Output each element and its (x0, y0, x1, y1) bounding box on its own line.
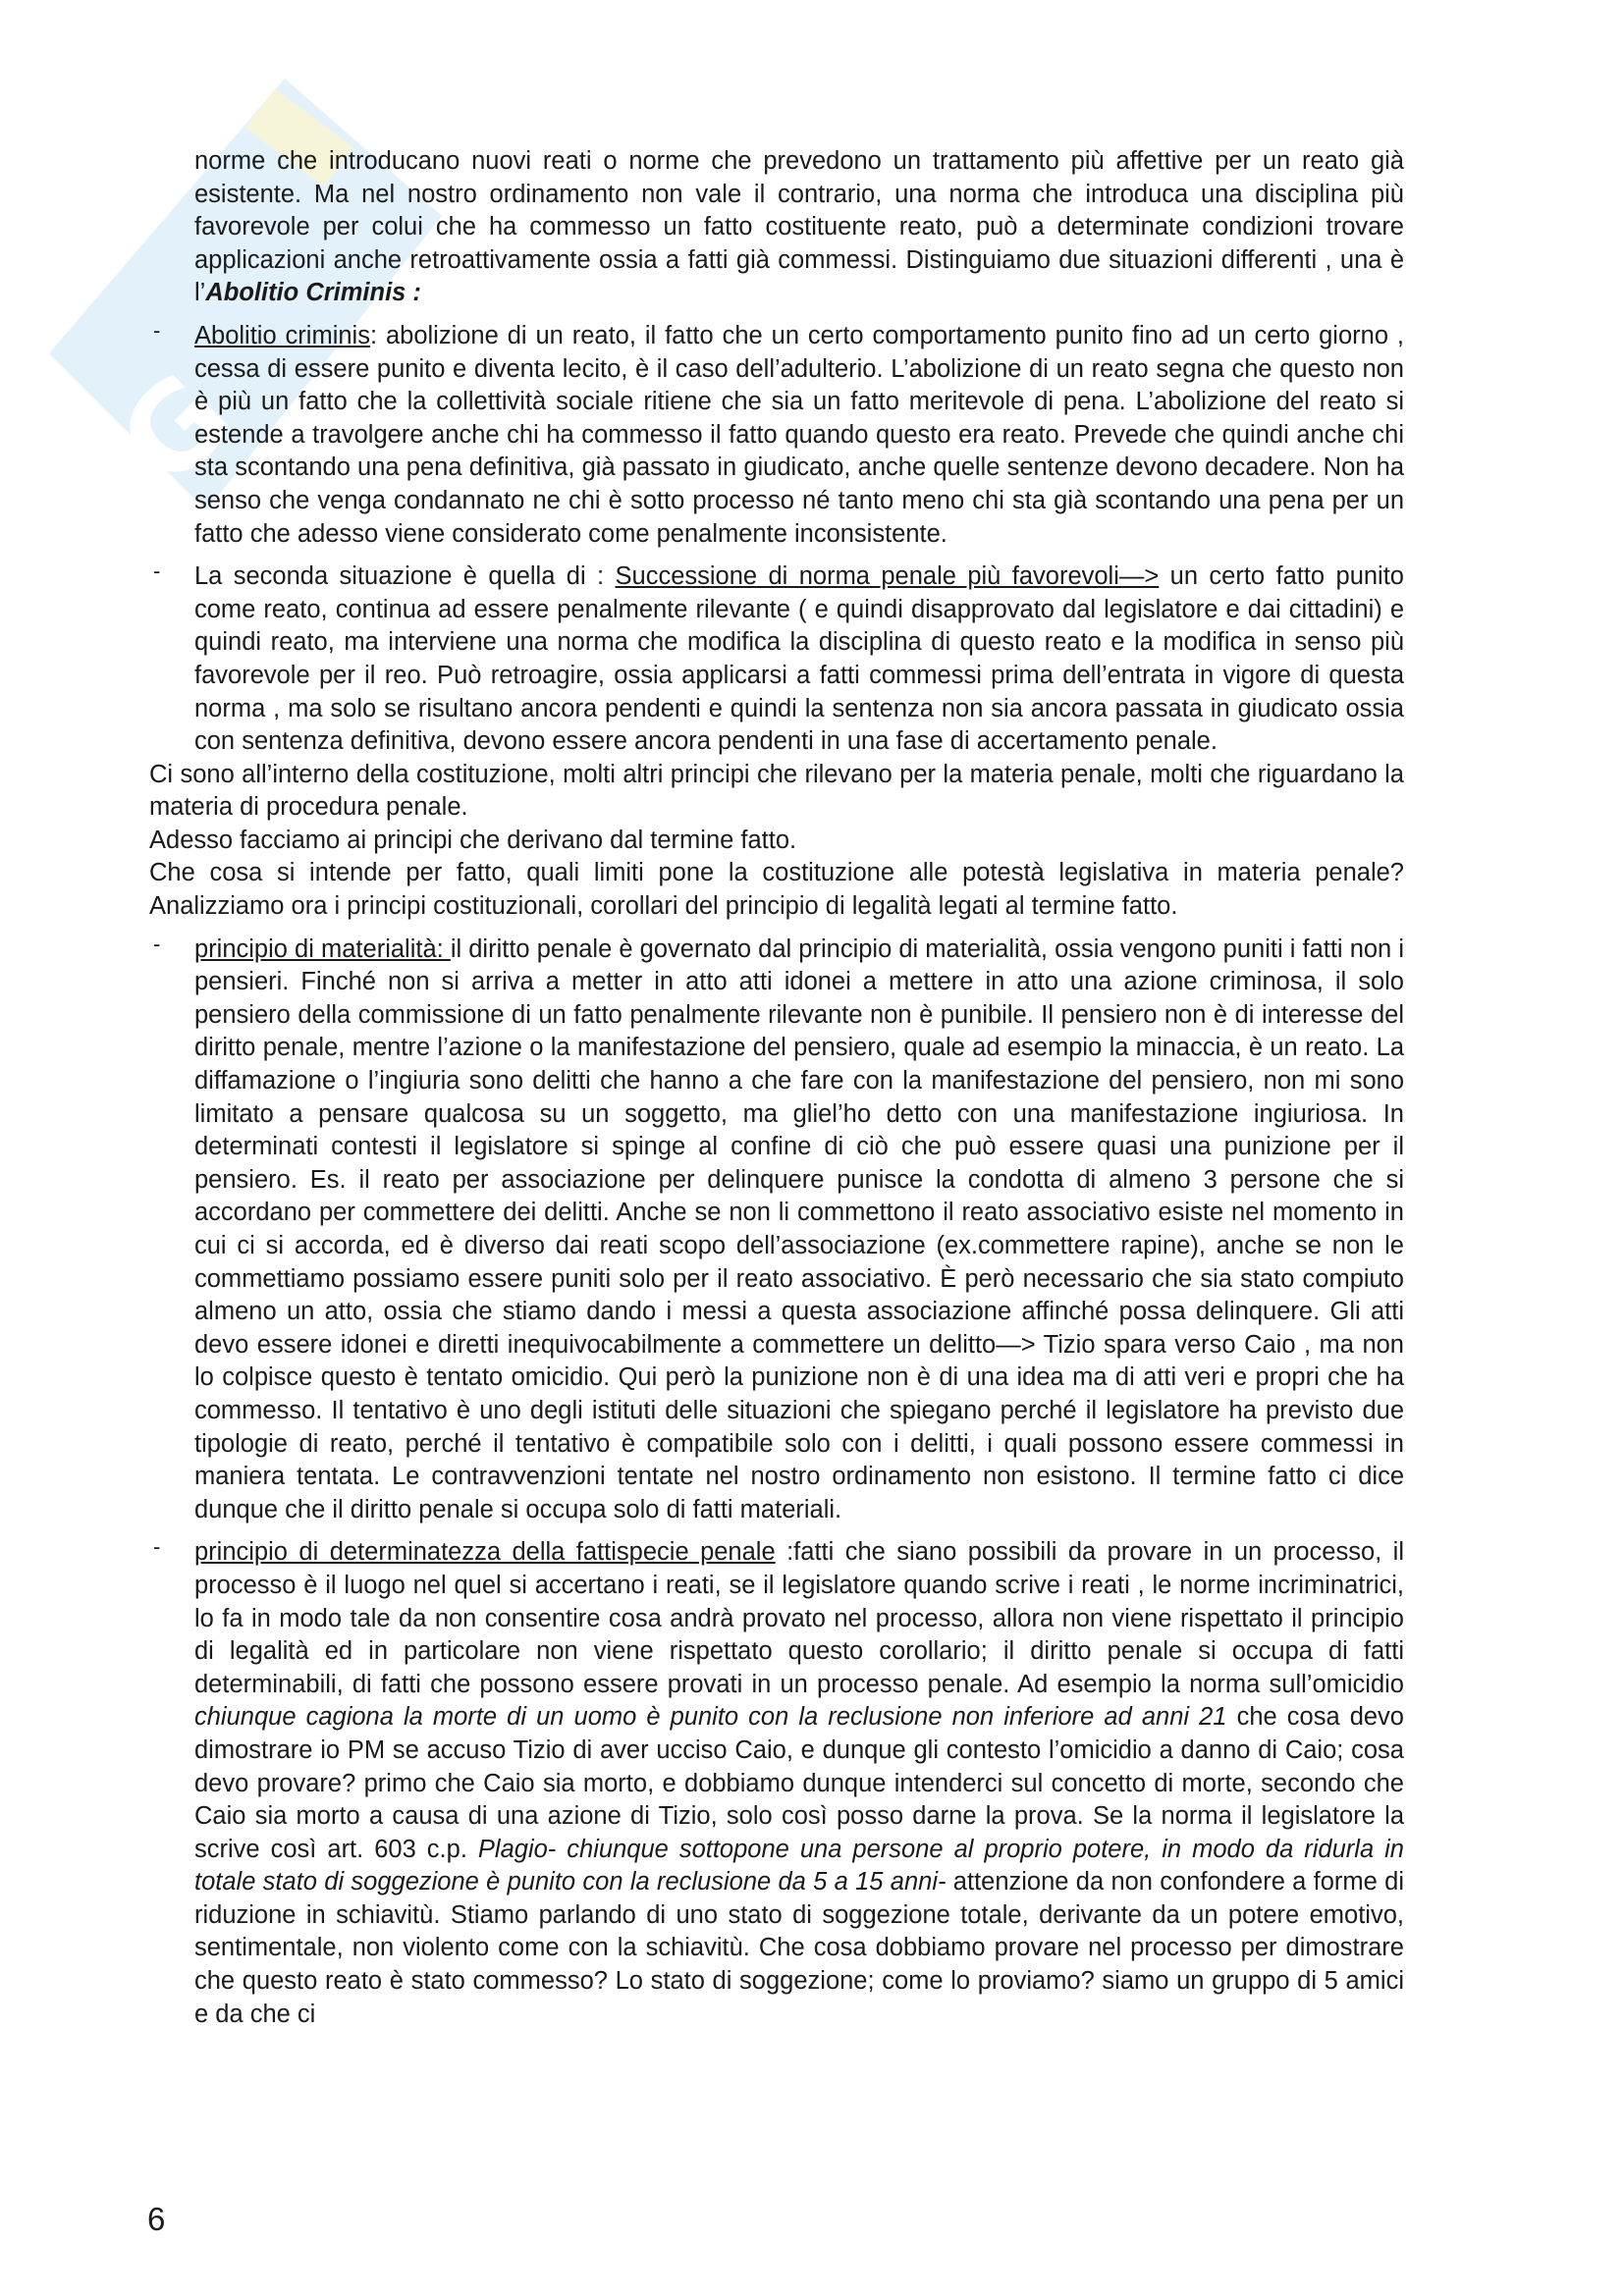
page-number: 6 (147, 2201, 166, 2237)
item-prefix: La seconda situazione è quella di : (194, 562, 616, 591)
svg-text:G: G (93, 347, 259, 512)
item-term: principio di determinatezza della fattispecie penale (194, 1538, 776, 1567)
list-item-determinatezza (149, 1536, 1404, 2031)
paragraph: Adesso facciamo ai principi che derivano dal termine fatto. (149, 826, 797, 854)
quoted-norm: chiunque cagiona la morte di un uomo è punito con la reclusione non inferiore ad anni 21 (194, 1703, 1227, 1732)
intro-term: Abolitio Criminis : (205, 279, 421, 307)
item-text: un certo fatto punito come reato, continua ad essere penalmente rilevante ( e quindi disapprovato dal legislatore e dai cittadini) e quindi reato, ma interviene una norma che modifica la disciplina di questo reato e la modifica in senso più favorevole per il reo. Può retroagire, ossia applicarsi a fatti commessi prima dell’entrata in vigore di questa norma , ma solo se risultano ancora pendenti e quindi la sentenza non sia ancora passata in giudicato ossia con sentenza definitiva, devono essere ancora pendenti in una fase di accertamento penale. (194, 562, 1404, 756)
list-item-materialita (149, 931, 1405, 1527)
bullet-dash: - (153, 317, 161, 343)
list-item-abolitio (149, 317, 1405, 551)
item-term: principio di materialità: (194, 934, 451, 963)
intro-paragraph (149, 145, 1404, 310)
item-text: che cosa devo dimostrare io PM se accuso Tizio di aver ucciso Caio, e dunque gli contesto l’omicidio a danno di Caio; cosa devo provare? primo che Caio sia morto, e dobbiamo dunque intenderci sul concetto di morte, secondo che Caio sia morto a causa di una azione di Tizio, solo così posso darne la prova. Se la norma il legislatore la scrive così art. 603 c.p. (194, 1703, 1404, 1863)
item-term: Successione di norma penale più favorevoli—> (615, 562, 1160, 591)
item-text: : abolizione di un reato, il fatto che un certo comportamento punito fino ad un certo giorno , cessa di essere punito e diventa lecito, è il caso dell’adulterio. L’abolizione di un reato segna che questo non è più un fatto che la collettività sociale ritiene che sia un fatto meritevole di pena. L’abolizione del reato si estende a travolgere anche chi ha commesso il fatto quando questo era reato. Prevede che quindi anche chi sta scontando una pena definitiva, già passato in giudicato, anche quelle sentenze devono decadere. Non ha senso che venga condannato ne chi è sotto processo né tanto meno chi sta già scontando una pena per un fatto che adesso viene considerato come penalmente inconsistente. (194, 321, 1405, 548)
bullet-dash: - (153, 1534, 161, 1560)
item-term: Abolitio criminis (194, 321, 370, 349)
item-text: attenzione da non confondere a forme di riduzione in schiavitù. Stiamo parlando di uno stato di soggezione totale, derivante da un potere emotivo, sentimentale, non violento come con la schiavitù. Che cosa dobbiamo provare nel processo per dimostrare che questo reato è stato commesso? Lo stato di soggezione; come lo proviamo? siamo un gruppo di 5 amici e da che ci (194, 1868, 1404, 2028)
quoted-norm: Plagio- chiunque sottopone una persone al proprio potere, in modo da ridurla in totale stato di soggezione è punito con la reclusione da 5 a 15 anni- (194, 1835, 1404, 1896)
list-item-successione (149, 561, 1404, 759)
item-text: :fatti che siano possibili da provare in un processo, il processo è il luogo nel quel si accertano i reati, se il legislatore quando scrive i reati , le norme incriminatrici, lo fa in modo tale da non consentire cosa andrà provato nel processo, allora non viene rispettato il principio di legalità ed in particolare non viene rispettato questo corollario; il diritto penale si occupa di fatti determinabili, di fatti che possono essere provati in un processo penale. Ad esempio la norma sull’omicidio (194, 1538, 1404, 1698)
paragraph: Che cosa si intende per fatto, quali limiti pone la costituzione alle potestà legislativa in materia penale?Analizziamo ora i principi costituzionali, corollari del principio di legalità legati al termine fatto. (149, 859, 1404, 921)
bullet-dash: - (153, 931, 161, 956)
bullet-dash: - (153, 559, 161, 584)
intro-text: norme che introducano nuovi reati o norme che prevedono un trattamento più affettive per un reato già esistente. Ma nel nostro ordinamento non vale il contrario, una norma che introduca una disciplina più favorevole per colui che ha commesso un fatto costituente reato, può a determinate condizioni trovare applicazioni anche retroattivamente ossia a fatti già commessi. Distinguiamo due situazioni differenti , una è l’ (194, 147, 1404, 307)
paragraph: Ci sono all’interno della costituzione, molti altri principi che rilevano per la materia penale, molti che riguardano la materia di procedura penale. (149, 760, 1404, 822)
document-body (149, 145, 1404, 2031)
item-text: il diritto penale è governato dal principio di materialità, ossia vengono puniti i fatti non i pensieri. Finché non si arriva a metter in atto atti idonei a mettere in atto una azione criminosa, il solo pensiero della commissione di un fatto penalmente rilevante non è punibile. Il pensiero non è di interesse del diritto penale, mentre l’azione o la manifestazione del pensiero, quale ad esempio la minaccia, è un reato. La diffamazione o l’ingiuria sono delitti che hanno a che fare con la manifestazione del pensiero, non mi sono limitato a pensare qualcosa su un soggetto, ma gliel’ho detto con una manifestazione ingiuriosa. In determinati contesti il legislatore si spinge al confine di ciò che può essere quasi una punizione per il pensiero. Es. il reato per associazione per delinquere punisce la condotta di almeno 3 persone che si accordano per commettere dei delitti. Anche se non li commettono il reato associativo esiste nel momento in cui ci si accorda, ed è diverso dai reati scopo dell’associazione (ex.commettere rapine), anche se non le commettiamo possiamo essere puniti solo per il reato associativo. È però necessario che sia stato compiuto almeno un atto, ossia che stiamo dando i messi a questa associazione affinché possa delinquere. Gli atti devo essere idonei e diretti inequivocabilmente a commettere un delitto—> Tizio spara verso Caio , ma non lo colpisce questo è tentato omicidio. Qui però la punizione non è di una idea ma di atti veri e propri che ha commesso. Il tentativo è uno degli istituti delle situazioni che spiegano perché il legislatore ha previsto due tipologie di reato, perché il tentativo è compatibile solo con i delitti, i quali possono essere commessi in maniera tentata. Le contravvenzioni tentate nel nostro ordinamento non esistono. Il termine fatto ci dice dunque che il diritto penale si occupa solo di fatti materiali. (194, 934, 1405, 1523)
